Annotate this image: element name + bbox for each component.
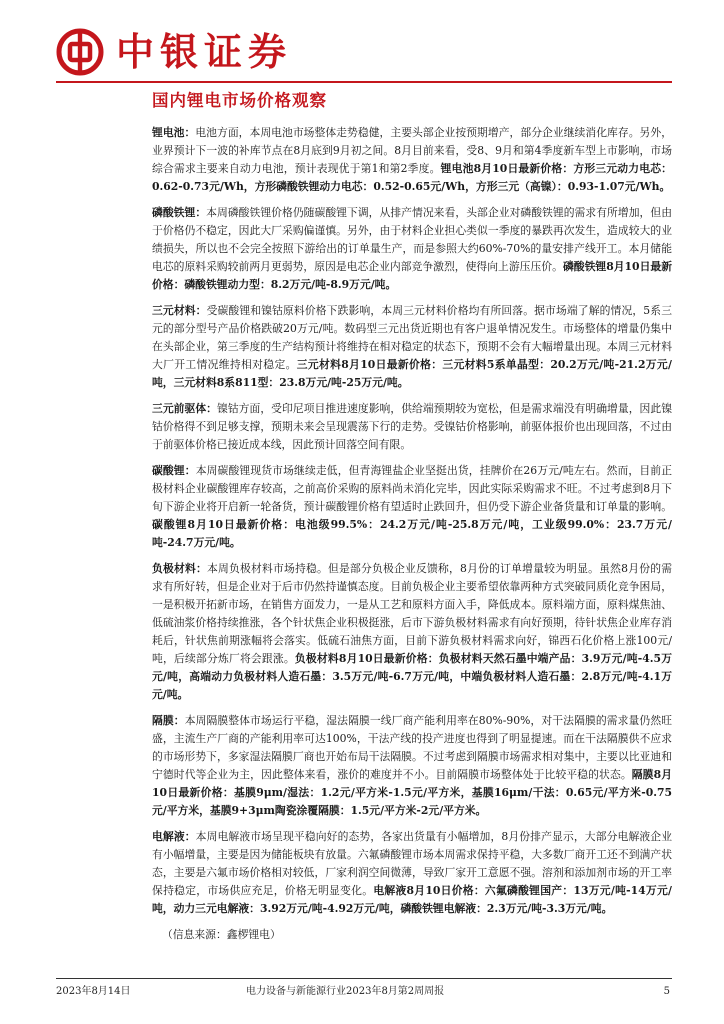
- header-divider: [56, 81, 672, 83]
- report-body: [152, 124, 672, 944]
- bank-of-china-logo: [56, 28, 104, 76]
- bold-text: 磷酸铁锂：: [152, 206, 207, 219]
- footer-date: 2023年8月14日: [56, 986, 131, 997]
- body-text: 本周隔膜整体市场运行平稳，湿法隔膜一线厂商产能利用率在80%-90%，对干法隔膜的需求量仍然旺盛，主流生产厂商的产能利用率可达100%，干法产线的投产进度也得到了明显提速。而在干法隔膜供不应求的市场形势下，多家湿法隔膜厂商也开始布局干法隔膜。不过考虑到隔膜市场需求相对集中，主要以比亚迪和宁德时代等企业为主，因此整体来看，涨价的难度并不小。目前隔膜市场整体处于比较平稳的状态。: [152, 714, 673, 781]
- source-note: （信息来源：鑫椤锂电）: [162, 928, 281, 941]
- bold-text: 碳酸锂：: [152, 464, 196, 477]
- paragraph-lfp: [152, 204, 672, 294]
- body-text: 本周电解液市场呈现平稳向好的态势，各家出货量有小幅增加，8月份排产显示，大部分电解液企业有小幅增量，主要是因为储能板块有放量。六氟磷酸锂市场本周需求保持平稳，大多数厂商开工还不到满产状态，主要是六氟市场价格相对较低，厂家利润空间微薄，导致厂家开工意愿不强。溶剂和添加剂市场的开工率保持稳定，市场供应充足，价格无明显变化。: [152, 830, 672, 897]
- section-title: 国内锂电市场价格观察: [152, 91, 327, 110]
- body-text: 本周碳酸锂现货市场继续走低，但青海锂盐企业坚挺出货，挂牌价在26万元/吨左右。然而，目前正极材料企业碳酸锂库存较高，之前高价采购的原料尚未消化完毕，因此实际采购需求不旺。不过考虑到8月下旬下游企业将开启新一轮备货，预计碳酸锂价格有望适时止跌回升，但仍受下游企业备货量和订单量的影响。: [152, 464, 673, 513]
- bold-text: 磷酸铁锂8月10日最新价格：磷酸铁锂动力型：8.2万元/吨-8.9万元/吨。: [152, 260, 673, 291]
- body-text: 镍钴方面，受印尼项目推进速度影响，供给端预期较为宽松，但是需求端没有明确增量，因此镍钴价格得不到足够支撑，预期未来会呈现震荡下行的走势。受镍钴价格影响，前驱体报价也出现回落，不过由于前驱体价格已接近成本线，因此预计回落空间有限。: [152, 402, 673, 451]
- footer-report-name: 电力设备与新能源行业2023年8月第2周周报: [246, 986, 445, 997]
- bold-text: 隔膜8月10日最新价格：基膜9μm/湿法：1.2元/平方米-1.5元/平方米，基膜16μm/干法：0.65元/平方米-0.75元/平方米，基膜9+3μm陶瓷涂覆隔膜：1.5元/平方米-2元/平方米。: [152, 768, 673, 817]
- paragraph-electrolyte: [152, 828, 672, 918]
- bold-text: 锂电池8月10日最新价格：方形三元动力电芯：0.62-0.73元/Wh，方形磷酸铁锂动力电芯：0.52-0.65元/Wh，方形三元（高镍）：0.93-1.07元/Wh。: [152, 162, 672, 193]
- body-text: 本周负极材料市场持稳。但是部分负极企业反馈称，8月份的订单增量较为明显。虽然8月份的需求有所好转，但是企业对于后市仍然持谨慎态度。目前负极企业主要希望依靠两种方式突破同质化竞争困局，一是积极开拓新市场，在销售方面发力，一是从工艺和原料方面入手，降低成本。原料端方面，原料煤焦油、低硫油浆价格持续推涨，各个针状焦企业积极挺涨，后市下游负极材料需求有向好预期，待针状焦企业库存消耗后，针状焦前期涨幅将会落实。低硫石油焦方面，目前下游负极材料需求向好，锦西石化价格上涨100元/吨，后续部分炼厂将会跟涨。: [152, 562, 672, 665]
- bold-text: 三元材料8月10日最新价格：三元材料5系单晶型：20.2万元/吨-21.2万元/吨，三元材料8系811型：23.8万元/吨-25万元/吨。: [152, 358, 672, 389]
- paragraph-list: [152, 124, 672, 918]
- body-text: 电池方面，本周电池市场整体走势稳健，主要头部企业按预期增产，部分企业继续消化库存。另外，业界预计下一波的补库节点在8月底到9月初之间。8月目前来看，受8、9月和第4季度新车型上市影响，市场综合需求主要来自动力电池，预计表现优于第1和第2季度。: [152, 126, 673, 175]
- paragraph-lithium-carbonate: [152, 462, 672, 552]
- bold-text: 电解液：: [152, 830, 196, 843]
- paragraph-battery: [152, 124, 672, 196]
- bold-text: 三元材料：: [152, 304, 207, 317]
- brand-name: 中银证券: [116, 30, 293, 74]
- bold-text: 负极材料：: [152, 562, 208, 575]
- page-number: 5: [663, 986, 670, 997]
- paragraph-precursor: [152, 400, 672, 454]
- bold-text: 三元前驱体：: [152, 402, 218, 415]
- page-footer: [56, 984, 672, 1000]
- bold-text: 负极材料8月10日最新价格：负极材料天然石墨中端产品：3.9万元/吨-4.5万元/吨，高端动力负极材料人造石墨：3.5万元/吨-6.7万元/吨，中端负极材料人造石墨：2.8万元/吨-4.1万元/吨。: [152, 652, 673, 701]
- bold-text: 隔膜：: [152, 714, 185, 727]
- body-text: 受碳酸锂和镍钴原料价格下跌影响，本周三元材料价格均有所回落。据市场端了解的情况，5系三元的部分型号产品价格跌破20万元/吨。数码型三元出货近期也有客户退单情况发生。市场整体的增量仍集中在头部企业，第三季度的生产结构预计将维持在相对稳定的状态下，预期不会有大幅增量出现。本周三元材料大厂开工情况维持相对稳定。: [152, 304, 672, 371]
- paragraph-separator: [152, 712, 672, 820]
- body-text: 本周磷酸铁锂价格仍随碳酸锂下调，从排产情况来看，头部企业对磷酸铁锂的需求有所增加，但由于价格仍不稳定，因此大厂采购偏谨慎。另外，由于材料企业担心类似一季度的暴跌再次发生，造成较大的业绩损失，所以也不会完全按照下游给出的订单量生产，而是参照大约60%-70%的量安排产线开工。本月储能电芯的原料采购较前两月更弱势，原因是电芯企业内部竞争激烈，使得向上游压压价。: [152, 206, 672, 273]
- paragraph-ternary: [152, 302, 672, 392]
- footer-divider: [56, 978, 672, 979]
- bold-text: 锂电池：: [152, 126, 196, 139]
- bold-text: 电解液8月10日价格：六氟磷酸锂国产：13万元/吨-14万元/吨，动力三元电解液：3.92万元/吨-4.92万元/吨，磷酸铁锂电解液：2.3万元/吨-3.3万元/吨。: [152, 884, 672, 915]
- page-header: [56, 28, 676, 76]
- paragraph-anode: [152, 560, 672, 704]
- bold-text: 碳酸锂8月10日最新价格：电池级99.5%：24.2万元/吨-25.8万元/吨，工业级99.0%：23.7万元/吨-24.7万元/吨。: [152, 518, 672, 549]
